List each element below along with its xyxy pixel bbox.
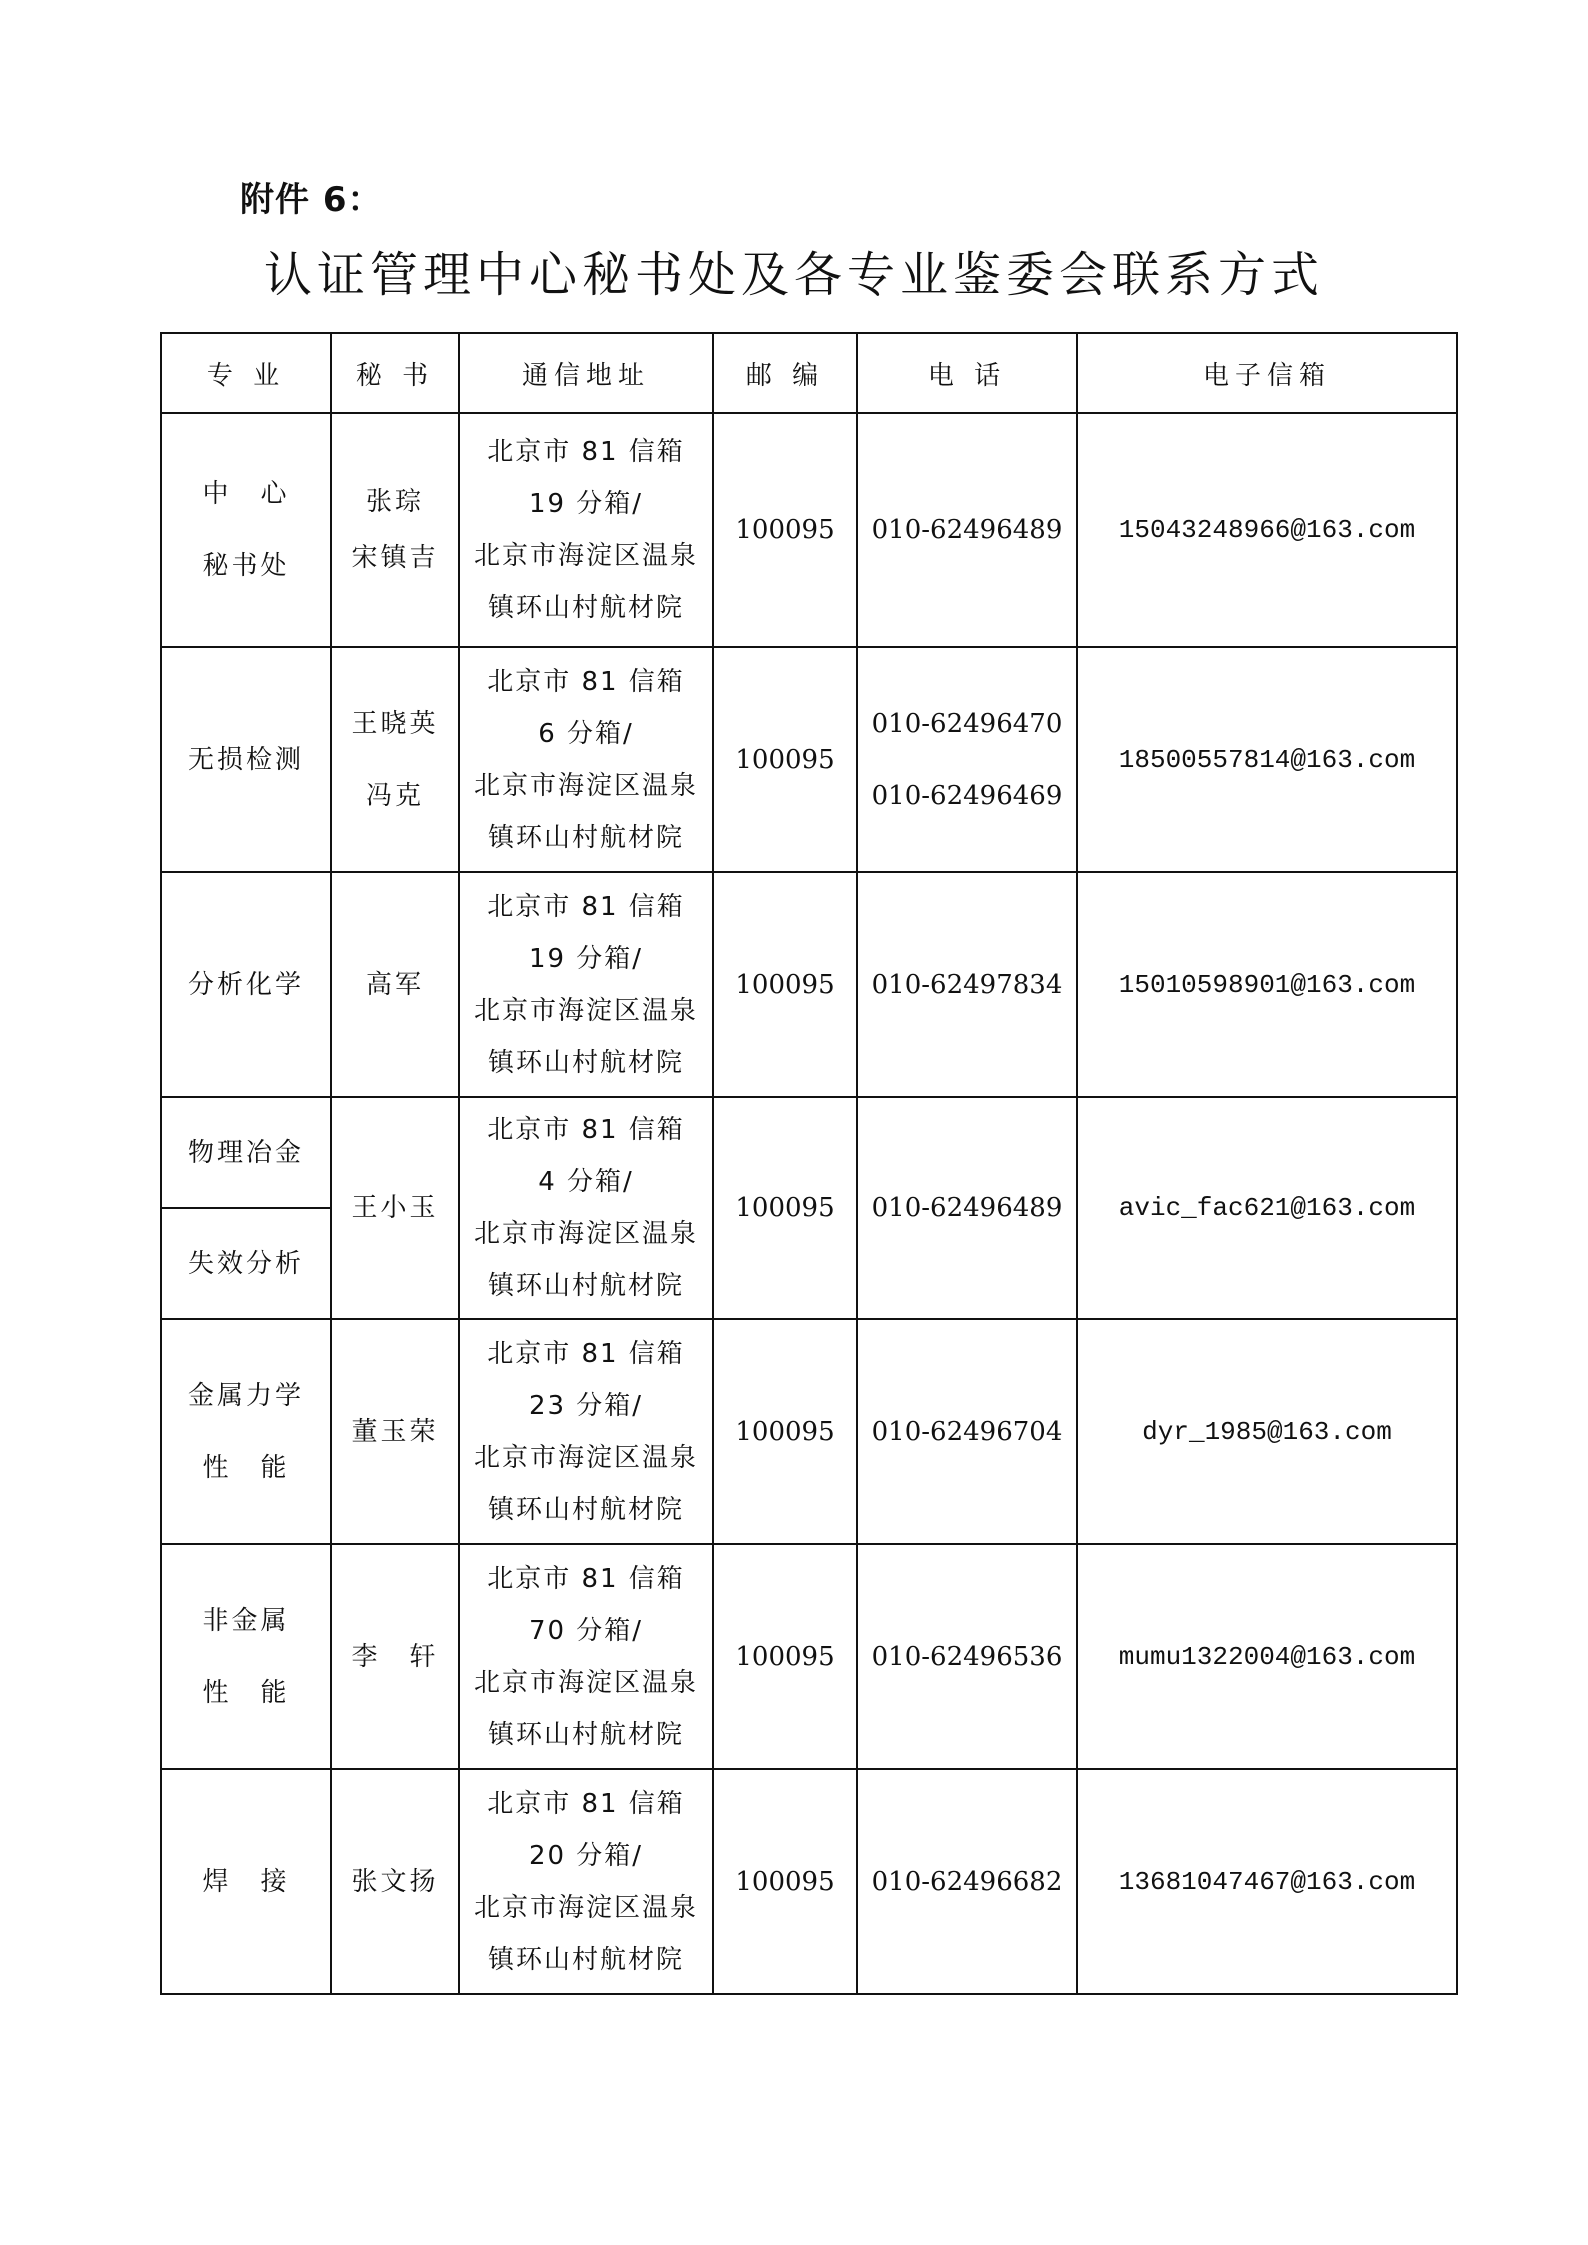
secretary-cell: [331, 647, 459, 872]
address-line: 4 分箱/: [538, 1167, 634, 1197]
address-line: 镇环山村航材院: [487, 1944, 684, 1975]
address-cell: [459, 413, 713, 647]
address-line: 北京市 81 信箱: [487, 1788, 685, 1819]
address-line: 19 分箱/: [528, 943, 644, 974]
address-line: 镇环山村航材院: [487, 1719, 684, 1750]
address-line: 北京市 81 信箱: [487, 1115, 685, 1145]
secretary-name: 张琮: [365, 487, 424, 517]
address-cell: [459, 872, 713, 1097]
specialty-text: 分析化学: [187, 969, 304, 1000]
email-cell: avic_fac621@163.com: [1077, 1097, 1457, 1319]
table-row: [161, 1319, 1457, 1544]
specialty-cell: [161, 647, 331, 872]
header-phone: 电 话: [857, 333, 1077, 413]
phone-number: 010-62496489: [871, 515, 1063, 545]
address-line: 镇环山村航材院: [487, 593, 684, 623]
table-row: [161, 1769, 1457, 1994]
secretary-name: 宋镇吉: [351, 543, 439, 573]
phone-number: 010-62496470: [871, 708, 1063, 739]
secretary-cell: [331, 1544, 459, 1769]
specialty-text: 焊 接: [202, 1866, 290, 1897]
email-cell: 15043248966@163.com: [1077, 413, 1457, 647]
phone-number: 010-62496536: [871, 1641, 1063, 1672]
address-cell: [459, 1769, 713, 1994]
phone-number: 010-62497834: [871, 969, 1063, 1000]
email-cell: 18500557814@163.com: [1077, 647, 1457, 872]
address-line: 北京市 81 信箱: [487, 1563, 685, 1594]
specialty-text: 金属力学: [187, 1380, 304, 1411]
email-cell: dyr_1985@163.com: [1077, 1319, 1457, 1544]
address-line: 北京市海淀区温泉: [473, 1892, 698, 1923]
address-line: 北京市 81 信箱: [487, 1338, 685, 1369]
phone-cell: [857, 647, 1077, 872]
address-line: 北京市海淀区温泉: [473, 541, 698, 571]
address-line: 19 分箱/: [528, 489, 644, 519]
address-line: 23 分箱/: [528, 1390, 644, 1421]
header-address: 通信地址: [459, 333, 713, 413]
specialty-text: 非金属: [202, 1605, 290, 1636]
table-row: [161, 647, 1457, 872]
specialty-cell: [161, 413, 331, 647]
secretary-name: 张文扬: [351, 1866, 439, 1897]
email-cell: 13681047467@163.com: [1077, 1769, 1457, 1994]
address-line: 北京市海淀区温泉: [473, 1219, 698, 1249]
address-line: 镇环山村航材院: [487, 1047, 684, 1078]
secretary-cell: [331, 1097, 459, 1319]
phone-number: 010-62496489: [871, 1193, 1063, 1223]
postcode-cell: 100095: [713, 1319, 857, 1544]
phone-cell: [857, 872, 1077, 1097]
table-row: [161, 872, 1457, 1097]
specialty-cell: [161, 872, 331, 1097]
table-row: [161, 1544, 1457, 1769]
postcode-cell: 100095: [713, 872, 857, 1097]
secretary-name: 李 轩: [351, 1641, 439, 1672]
address-line: 20 分箱/: [528, 1840, 644, 1871]
secretary-name: 王小玉: [351, 1193, 439, 1223]
specialty-text: 性 能: [202, 1452, 290, 1483]
phone-number: 010-62496704: [871, 1416, 1063, 1447]
address-line: 北京市海淀区温泉: [473, 770, 698, 801]
address-line: 镇环山村航材院: [487, 1271, 684, 1301]
address-cell: [459, 1544, 713, 1769]
address-line: 北京市海淀区温泉: [473, 1667, 698, 1698]
specialty-cell: 物理冶金: [161, 1097, 331, 1208]
specialty-cell: [161, 1319, 331, 1544]
address-cell: [459, 647, 713, 872]
address-cell: [459, 1319, 713, 1544]
table-header-row: [161, 333, 1457, 413]
table-row: [161, 413, 1457, 647]
secretary-cell: [331, 872, 459, 1097]
phone-number: 010-62496469: [871, 780, 1063, 811]
postcode-cell: 100095: [713, 647, 857, 872]
email-cell: mumu1322004@163.com: [1077, 1544, 1457, 1769]
header-postcode: 邮 编: [713, 333, 857, 413]
address-cell: [459, 1097, 713, 1319]
secretary-name: 冯克: [365, 780, 424, 811]
secretary-name: 高军: [365, 969, 424, 1000]
specialty-text: 性 能: [202, 1677, 290, 1708]
secretary-name: 董玉荣: [351, 1416, 439, 1447]
address-line: 北京市海淀区温泉: [473, 1442, 698, 1473]
attachment-label: 附件 6：: [240, 180, 383, 220]
postcode-cell: 100095: [713, 1544, 857, 1769]
address-line: 镇环山村航材院: [487, 1494, 684, 1525]
secretary-cell: [331, 1319, 459, 1544]
secretary-cell: [331, 1769, 459, 1994]
specialty-cell: [161, 1544, 331, 1769]
table-row: [161, 1097, 1457, 1208]
secretary-cell: [331, 413, 459, 647]
phone-cell: [857, 1097, 1077, 1319]
specialty-text: 无损检测: [187, 744, 304, 775]
phone-cell: [857, 1769, 1077, 1994]
address-line: 镇环山村航材院: [487, 822, 684, 853]
specialty-text: 秘书处: [202, 551, 290, 581]
secretary-name: 王晓英: [351, 708, 439, 739]
address-line: 北京市 81 信箱: [487, 891, 685, 922]
postcode-cell: 100095: [713, 1097, 857, 1319]
header-specialty: 专 业: [161, 333, 331, 413]
phone-cell: [857, 1544, 1077, 1769]
phone-cell: [857, 413, 1077, 647]
phone-number: 010-62496682: [871, 1866, 1063, 1897]
header-email: 电子信箱: [1077, 333, 1457, 413]
specialty-text: 中 心: [202, 479, 290, 509]
address-line: 北京市 81 信箱: [487, 666, 685, 697]
specialty-cell: 失效分析: [161, 1208, 331, 1319]
page-title: 认证管理中心秘书处及各专业鉴委会联系方式: [263, 247, 1324, 303]
address-line: 北京市 81 信箱: [487, 437, 685, 467]
phone-cell: [857, 1319, 1077, 1544]
address-line: 北京市海淀区温泉: [473, 995, 698, 1026]
address-line: 70 分箱/: [528, 1615, 644, 1646]
email-cell: 15010598901@163.com: [1077, 872, 1457, 1097]
specialty-cell: [161, 1769, 331, 1994]
postcode-cell: 100095: [713, 413, 857, 647]
address-line: 6 分箱/: [538, 718, 634, 749]
header-secretary: 秘 书: [331, 333, 459, 413]
contacts-table: [160, 332, 1458, 1995]
postcode-cell: 100095: [713, 1769, 857, 1994]
